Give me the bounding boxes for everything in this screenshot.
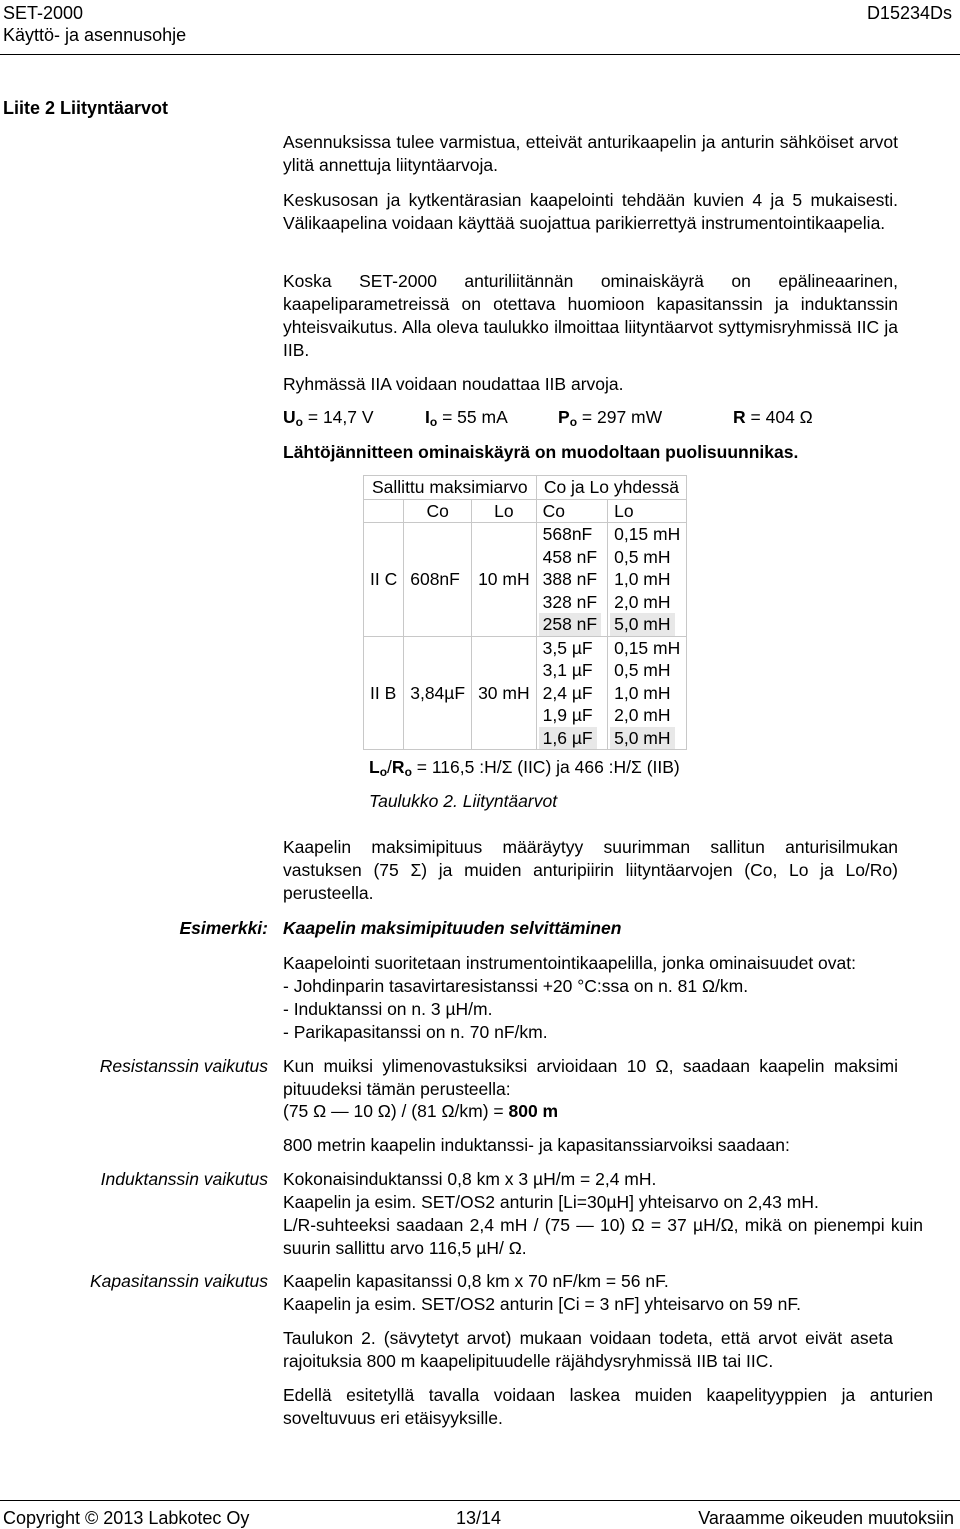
lr-ratio: $L_o/R_o = 116,5$ :H/Σ (IIC) ja 466 :H/Σ (IIB) xyxy=(369,757,680,779)
header-doc-title: SET-2000 xyxy=(3,3,84,23)
iic-max-co: 608nF xyxy=(404,523,472,637)
group-iic: II C xyxy=(364,523,404,637)
interface-values-table xyxy=(363,475,687,750)
footer-copyright: Copyright © 2013 Labkotec Oy xyxy=(3,1508,250,1528)
resistance-result: 800 m xyxy=(508,1101,559,1121)
iib-lo-list: 0,15 mH 0,5 mH 1,0 mH 2,0 mH 5,0 mH xyxy=(608,636,687,750)
capacitance-paragraph-2: Edellä esitetyllä tavalla voidaan laskea muiden kaapelityyppien ja anturien soveltuvuus eri etäisyyksille. xyxy=(283,1385,933,1428)
param-r: R = 404 Ω xyxy=(733,407,813,427)
cable-property-item: - Induktanssi on n. 3 µH/m. xyxy=(283,999,493,1019)
example-label: Esimerkki: xyxy=(179,918,268,938)
header-co-combined: Co xyxy=(536,499,607,523)
header-doc-subtitle: Käyttö- ja asennusohje xyxy=(3,25,187,45)
inductance-line-1: Kokonaisinduktanssi 0,8 km x 3 µH/m = 2,4 mH. xyxy=(283,1169,657,1189)
resistance-label: Resistanssin vaikutus xyxy=(99,1056,268,1076)
iic-co-list: 568nF 458 nF 388 nF 328 nF 258 nF xyxy=(536,523,607,637)
example-intro: Kaapelointi suoritetaan instrumentointikaapelilla, jonka ominaisuudet ovat: xyxy=(283,953,856,973)
table-row-iib xyxy=(364,636,687,750)
header-combined: Co ja Lo yhdessä xyxy=(536,476,687,500)
iic-lo-list: 0,15 mH 0,5 mH 1,0 mH 2,0 mH 5,0 mH xyxy=(608,523,687,637)
highlighted-value: 5,0 mH xyxy=(610,727,674,750)
example-title: Kaapelin maksimipituuden selvittäminen xyxy=(283,918,622,938)
resistance-formula: (75 Ω — 10 Ω) / (81 Ω/km) = 800 m xyxy=(283,1101,559,1121)
capacitance-paragraph-1: Taulukon 2. (sävytetyt arvot) mukaan voidaan todeta, että arvot eivät aseta rajoituksia 800 m kaapelipituudelle räjähdysryhmissä IIB tai IIC. xyxy=(283,1328,893,1371)
intro-paragraph-4: Ryhmässä IIA voidaan noudattaa IIB arvoja. xyxy=(283,374,624,394)
iib-max-lo: 30 mH xyxy=(472,636,537,750)
footer-page-number: 13/14 xyxy=(456,1508,502,1528)
footer-rights: Varaamme oikeuden muutoksiin xyxy=(698,1508,954,1528)
resistance-text: Kun muiksi ylimenovastuksiksi arvioidaan 10 Ω, saadaan kaapelin maksimi pituudeksi tämän perusteella: xyxy=(283,1056,898,1099)
highlighted-value: 5,0 mH xyxy=(610,613,674,636)
header-rule xyxy=(0,54,960,55)
iic-max-lo: 10 mH xyxy=(472,523,537,637)
inductance-label: Induktanssin vaikutus xyxy=(100,1169,268,1189)
header-lo: Lo xyxy=(472,499,537,523)
inductance-line-2: Kaapelin ja esim. SET/OS2 anturin [Li=30µH] yhteisarvo on 2,43 mH. xyxy=(283,1192,819,1212)
header-lo-combined: Lo xyxy=(608,499,687,523)
param-po: $P_o = 297$ mW xyxy=(558,407,663,429)
cable-property-item: - Johdinparin tasavirtaresistanssi +20 °C:ssa on n. 81 Ω/km. xyxy=(283,976,749,996)
intro-paragraph-1: Asennuksissa tulee varmistua, etteivät anturikaapelin ja anturin sähköiset arvot ylitä annettuja liityntäarvoja. xyxy=(283,132,898,175)
header-doc-code: D15234Ds xyxy=(866,3,952,23)
section-title: Liite 2 Liityntäarvot xyxy=(3,98,169,118)
intro-paragraph-3: Koska SET-2000 anturiliitännän ominaiskäyrä on epälineaarinen, kaapeliparametreissä on otettava huomioon kapasitanssin ja induktanssin yhteisvaikutus. Alla oleva taulukko ilmoittaa liityntäarvot syttymisryhmissä IIC ja IIB. xyxy=(283,271,898,360)
param-io: $I_o = 55$ mA xyxy=(425,407,508,429)
iib-co-list: 3,5 µF 3,1 µF 2,4 µF 1,9 µF 1,6 µF xyxy=(536,636,607,750)
max-length-paragraph: Kaapelin maksimipituus määräytyy suurimman sallitun anturisilmukan vastuksen (75 Σ) ja muiden anturipiirin liityntäarvojen (Co, Lo ja Lo/Ro) perusteella. xyxy=(283,837,898,903)
resistance-followup: 800 metrin kaapelin induktanssi- ja kapasitanssiarvoiksi saadaan: xyxy=(283,1135,790,1155)
table-caption: Taulukko 2. Liityntäarvot xyxy=(369,791,558,811)
param-uo: $U_o = 14,7$ V xyxy=(283,407,374,429)
highlighted-value: 1,6 µF xyxy=(539,727,597,750)
cable-property-item: - Parikapasitanssi on n. 70 nF/km. xyxy=(283,1022,548,1042)
inductance-line-3: L/R-suhteeksi saadaan 2,4 mH / (75 — 10) Ω = 37 µH/Ω, mikä on pienempi kuin suurin sallittu arvo 116,5 µH/ Ω. xyxy=(283,1215,923,1258)
footer-rule xyxy=(0,1500,960,1501)
highlighted-value: 258 nF xyxy=(539,613,601,636)
capacitance-line-2: Kaapelin ja esim. SET/OS2 anturin [Ci = 3 nF] yhteisarvo on 59 nF. xyxy=(283,1294,801,1314)
capacitance-label: Kapasitanssin vaikutus xyxy=(89,1271,268,1291)
header-allowed-max: Sallittu maksimiarvo xyxy=(364,476,537,500)
curve-note: Lähtöjännitteen ominaiskäyrä on muodoltaan puolisuunnikas. xyxy=(283,442,799,462)
header-co: Co xyxy=(404,499,472,523)
capacitance-line-1: Kaapelin kapasitanssi 0,8 km x 70 nF/km = 56 nF. xyxy=(283,1271,669,1291)
iib-max-co: 3,84µF xyxy=(404,636,472,750)
group-iib: II B xyxy=(364,636,404,750)
intro-paragraph-2: Keskusosan ja kytkentärasian kaapelointi tehdään kuvien 4 ja 5 mukaisesti. Välikaapelina voidaan käyttää suojattua parikierrettyä instrumentointikaapelia. xyxy=(283,190,898,233)
table-row-iic xyxy=(364,523,687,637)
